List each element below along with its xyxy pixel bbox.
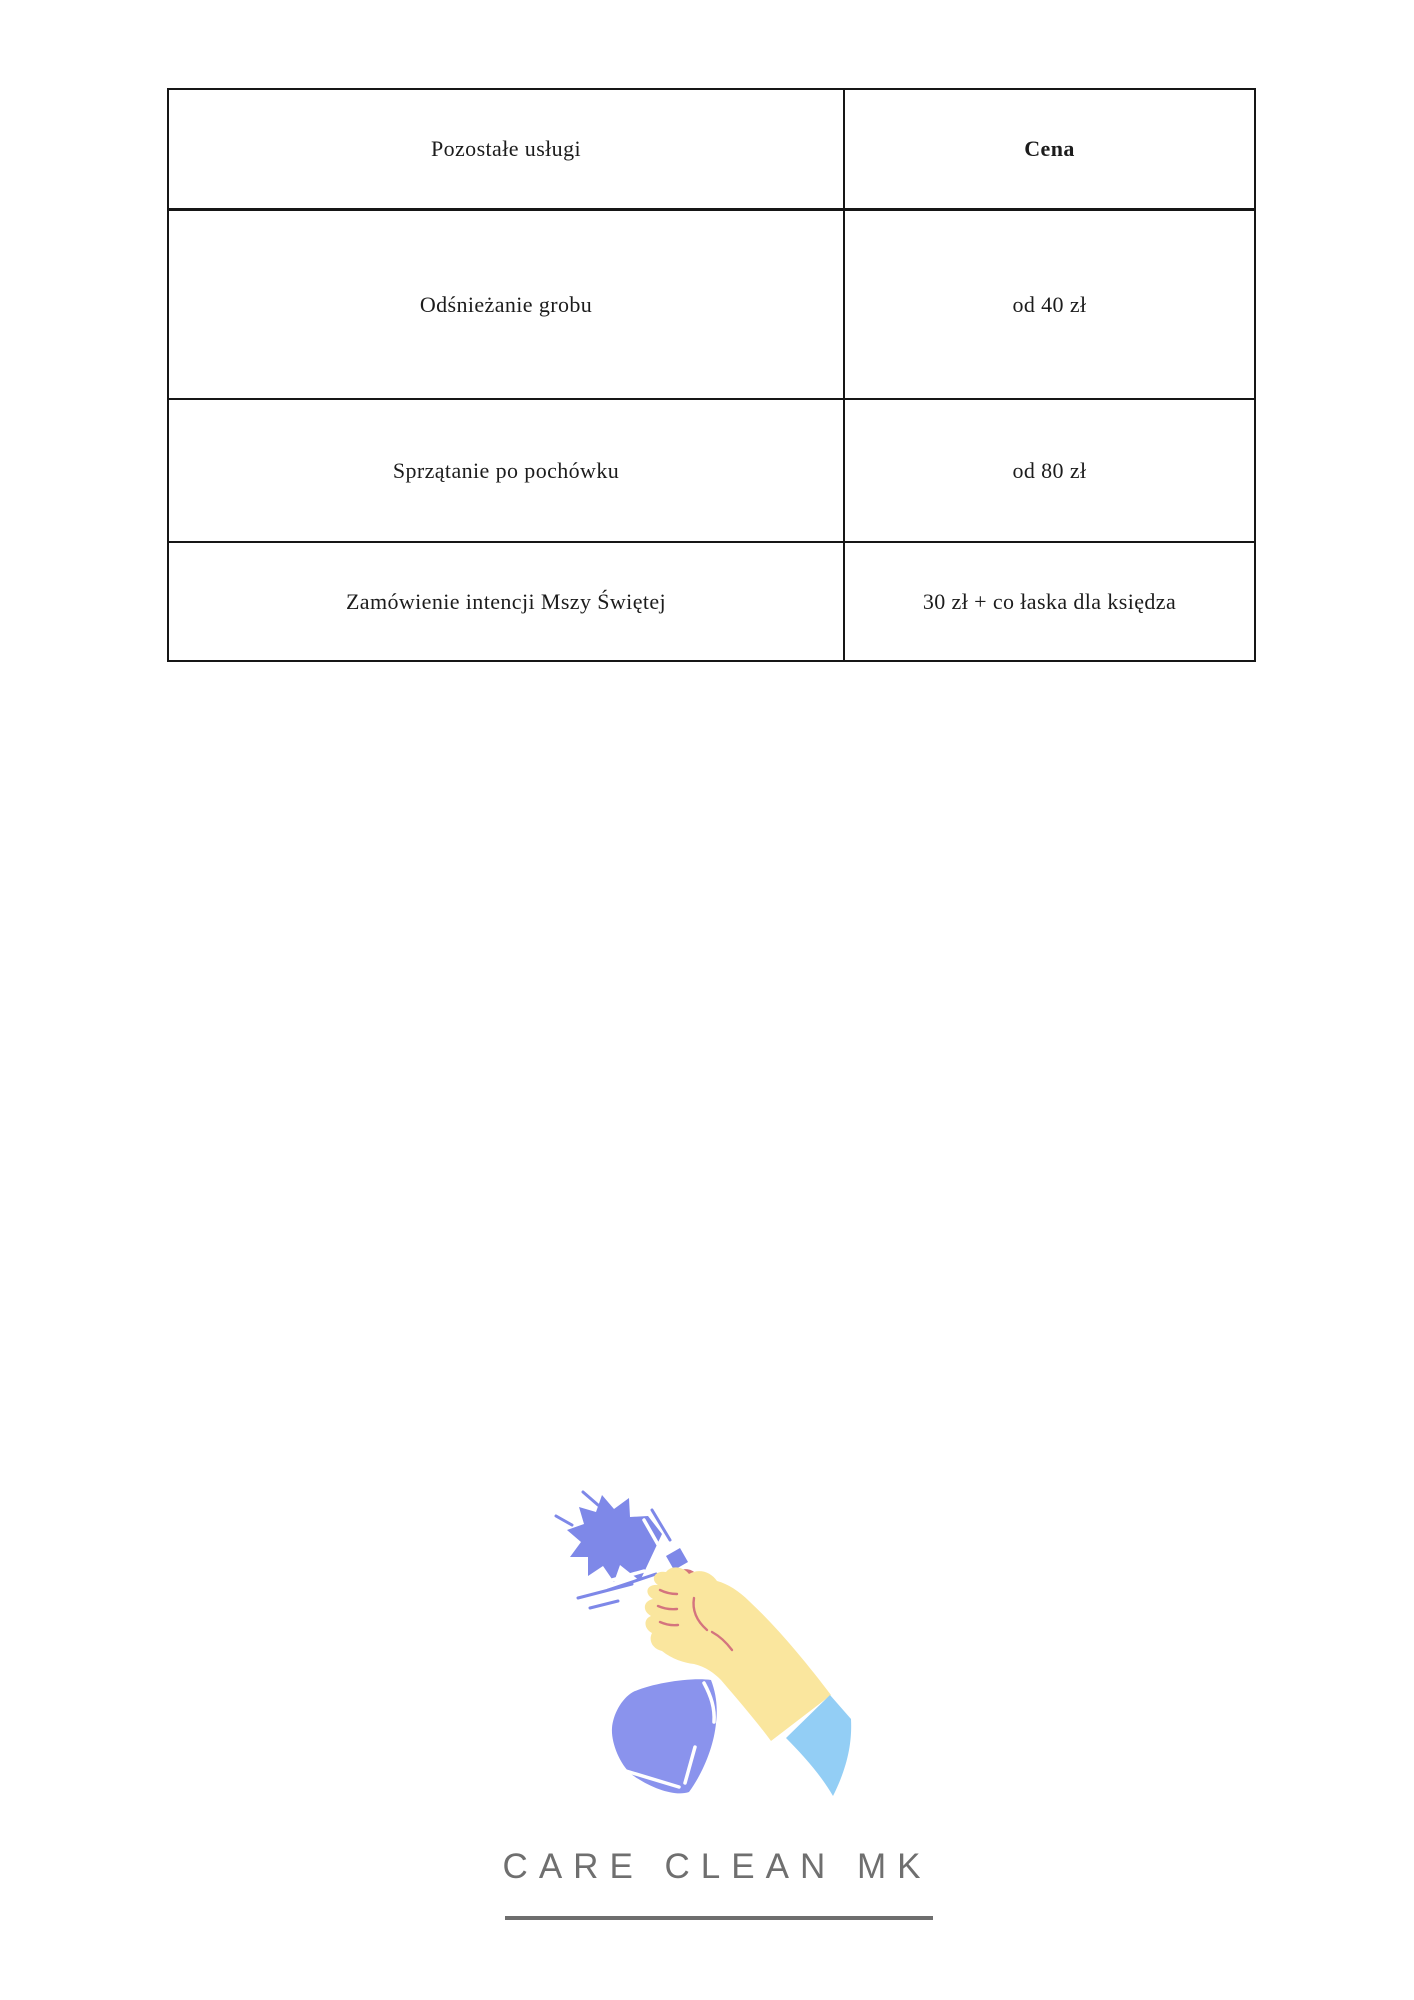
spray-bottle-body-icon bbox=[612, 1679, 717, 1793]
price-cell: od 40 zł bbox=[1012, 291, 1087, 317]
table-header-row bbox=[169, 90, 1254, 211]
table-row bbox=[169, 211, 1254, 400]
price-table bbox=[167, 88, 1256, 662]
brand-logotype: CARE CLEAN MK bbox=[502, 1847, 932, 1886]
header-cell-services: Pozostałe usługi bbox=[169, 90, 845, 208]
brand-underline bbox=[505, 1916, 933, 1920]
table-row bbox=[169, 400, 1254, 543]
header-cell-price: Cena bbox=[1024, 136, 1075, 161]
service-cell: Sprzątanie po pochówku bbox=[169, 400, 845, 541]
service-cell: Odśnieżanie grobu bbox=[169, 211, 845, 398]
service-cell: Zamówienie intencji Mszy Świętej bbox=[169, 543, 845, 660]
spray-nozzle-icon bbox=[666, 1548, 688, 1570]
table-row bbox=[169, 543, 1254, 660]
spray-bottle-hand-icon bbox=[480, 1480, 880, 1820]
price-cell: 30 zł + co łaska dla księdza bbox=[922, 588, 1177, 614]
price-cell: od 80 zł bbox=[1012, 457, 1087, 483]
